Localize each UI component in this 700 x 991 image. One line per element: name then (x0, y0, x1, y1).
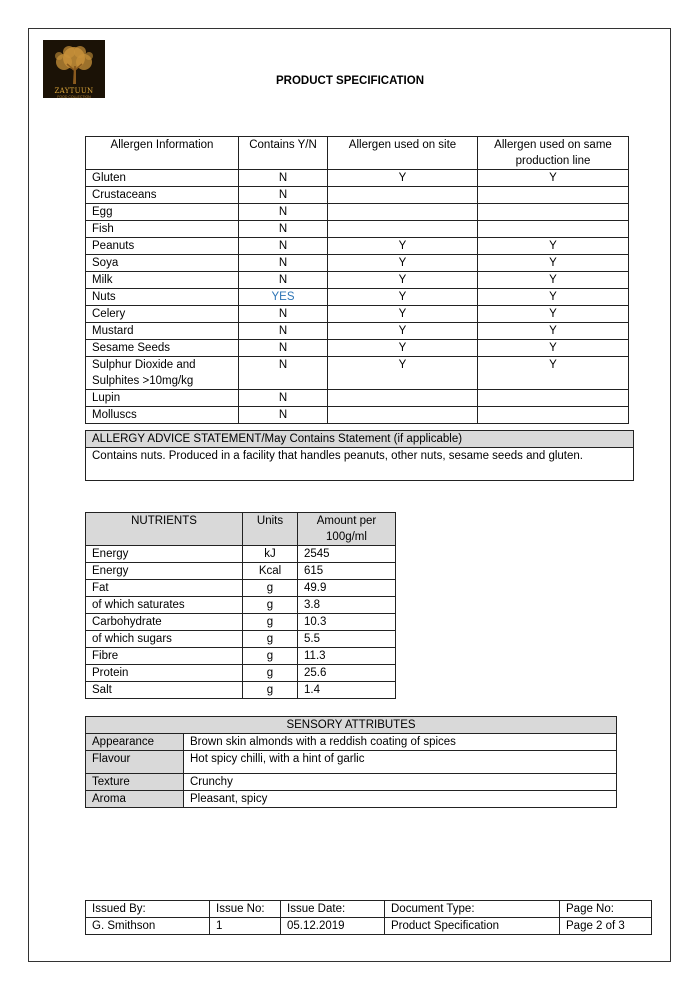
sensory-attribute: Appearance (86, 734, 184, 751)
advice-text: Contains nuts. Produced in a facility that handles peanuts, other nuts, sesame seeds and gluten. (86, 448, 634, 481)
nutrient-row (86, 580, 396, 597)
allergen-used-on-line: Y (478, 340, 629, 357)
allergen-used-on-site (328, 407, 478, 424)
allergen-used-on-line: Y (478, 289, 629, 306)
nutrient-row (86, 546, 396, 563)
nutrient-amount: 5.5 (298, 631, 396, 648)
nutrient-name: Salt (86, 682, 243, 699)
allergen-name: Sesame Seeds (86, 340, 239, 357)
allergen-name: Lupin (86, 390, 239, 407)
allergen-used-on-site: Y (328, 255, 478, 272)
allergen-row (86, 323, 629, 340)
allergen-column-header: Allergen used on same production line (478, 137, 629, 170)
allergen-used-on-site: Y (328, 340, 478, 357)
sensory-row (86, 751, 617, 774)
sensory-header: SENSORY ATTRIBUTES (86, 717, 617, 734)
allergen-used-on-site: Y (328, 357, 478, 390)
allergen-contains: YES (239, 289, 328, 306)
nutrient-row (86, 682, 396, 699)
allergen-contains: N (239, 306, 328, 323)
allergen-row (86, 272, 629, 289)
allergen-column-header: Allergen used on site (328, 137, 478, 170)
nutrient-row (86, 648, 396, 665)
nutrient-name: Carbohydrate (86, 614, 243, 631)
allergen-name: Fish (86, 221, 239, 238)
allergen-contains: N (239, 407, 328, 424)
nutrient-unit: g (243, 665, 298, 682)
nutrient-column-header: Amount per 100g/ml (298, 513, 396, 546)
allergen-row (86, 255, 629, 272)
advice-header: ALLERGY ADVICE STATEMENT/May Contains Statement (if applicable) (86, 431, 634, 448)
nutrient-unit: g (243, 648, 298, 665)
allergen-table (85, 136, 629, 424)
sensory-row (86, 734, 617, 751)
allergen-used-on-line: Y (478, 170, 629, 187)
sensory-table (85, 716, 617, 808)
allergen-used-on-site (328, 204, 478, 221)
allergen-contains: N (239, 238, 328, 255)
footer-value: 1 (210, 918, 281, 935)
allergen-name: Peanuts (86, 238, 239, 255)
nutrient-amount: 1.4 (298, 682, 396, 699)
allergen-contains: N (239, 390, 328, 407)
footer-value: Page 2 of 3 (560, 918, 652, 935)
nutrients-header-row (86, 513, 396, 546)
allergen-column-header: Allergen Information (86, 137, 239, 170)
footer-label: Document Type: (385, 901, 560, 918)
sensory-attribute: Flavour (86, 751, 184, 774)
nutrient-amount: 3.8 (298, 597, 396, 614)
allergen-used-on-line: Y (478, 238, 629, 255)
allergen-name: Mustard (86, 323, 239, 340)
allergen-contains: N (239, 170, 328, 187)
allergen-used-on-line: Y (478, 272, 629, 289)
nutrient-amount: 11.3 (298, 648, 396, 665)
allergen-contains: N (239, 340, 328, 357)
nutrient-amount: 49.9 (298, 580, 396, 597)
nutrient-unit: g (243, 631, 298, 648)
footer-value: Product Specification (385, 918, 560, 935)
allergen-row (86, 390, 629, 407)
footer-label-row (86, 901, 652, 918)
nutrient-name: Protein (86, 665, 243, 682)
allergen-used-on-site (328, 390, 478, 407)
allergen-row (86, 289, 629, 306)
nutrient-unit: g (243, 682, 298, 699)
footer-label: Issue Date: (281, 901, 385, 918)
allergen-used-on-line (478, 221, 629, 238)
nutrient-name: of which saturates (86, 597, 243, 614)
sensory-value: Crunchy (184, 774, 617, 791)
allergen-name: Gluten (86, 170, 239, 187)
allergen-row (86, 357, 629, 390)
allergen-used-on-site (328, 187, 478, 204)
logo-tagline: FOOD COLLECTION (57, 95, 91, 98)
sensory-value: Pleasant, spicy (184, 791, 617, 808)
document-footer-table (85, 900, 652, 935)
allergen-used-on-site: Y (328, 272, 478, 289)
allergen-used-on-line (478, 390, 629, 407)
sensory-value: Hot spicy chilli, with a hint of garlic (184, 751, 617, 774)
logo-brand: ZAYTUUN (54, 87, 94, 95)
allergen-contains: N (239, 255, 328, 272)
allergen-name: Sulphur Dioxide and Sulphites >10mg/kg (86, 357, 239, 390)
company-logo (43, 40, 105, 98)
footer-label: Issue No: (210, 901, 281, 918)
allergen-contains: N (239, 204, 328, 221)
nutrient-unit: g (243, 580, 298, 597)
nutrient-row (86, 563, 396, 580)
allergen-name: Egg (86, 204, 239, 221)
nutrient-unit: g (243, 614, 298, 631)
sensory-row (86, 774, 617, 791)
footer-value: 05.12.2019 (281, 918, 385, 935)
footer-value: G. Smithson (86, 918, 210, 935)
allergen-name: Nuts (86, 289, 239, 306)
allergen-contains: N (239, 323, 328, 340)
nutrient-row (86, 665, 396, 682)
allergen-used-on-site: Y (328, 323, 478, 340)
nutrient-name: of which sugars (86, 631, 243, 648)
allergen-name: Celery (86, 306, 239, 323)
allergen-used-on-line: Y (478, 323, 629, 340)
nutrient-amount: 615 (298, 563, 396, 580)
allergen-row (86, 221, 629, 238)
sensory-row (86, 791, 617, 808)
nutrient-amount: 25.6 (298, 665, 396, 682)
allergen-header-row (86, 137, 629, 170)
allergen-used-on-site: Y (328, 238, 478, 255)
allergen-used-on-site: Y (328, 306, 478, 323)
nutrient-name: Fibre (86, 648, 243, 665)
footer-value-row (86, 918, 652, 935)
allergen-contains: N (239, 187, 328, 204)
allergen-used-on-line: Y (478, 306, 629, 323)
allergen-used-on-site: Y (328, 289, 478, 306)
nutrient-name: Fat (86, 580, 243, 597)
nutrient-name: Energy (86, 563, 243, 580)
nutrient-unit: kJ (243, 546, 298, 563)
nutrient-unit: g (243, 597, 298, 614)
document-title: PRODUCT SPECIFICATION (275, 75, 424, 87)
nutrient-row (86, 614, 396, 631)
allergen-contains: N (239, 272, 328, 289)
nutrient-name: Energy (86, 546, 243, 563)
allergen-row (86, 238, 629, 255)
nutrient-row (86, 631, 396, 648)
nutrient-column-header: Units (243, 513, 298, 546)
nutrient-amount: 10.3 (298, 614, 396, 631)
footer-label: Page No: (560, 901, 652, 918)
allergen-used-on-line: Y (478, 255, 629, 272)
allergen-name: Milk (86, 272, 239, 289)
allergen-used-on-line (478, 204, 629, 221)
allergen-name: Molluscs (86, 407, 239, 424)
allergen-row (86, 306, 629, 323)
footer-label: Issued By: (86, 901, 210, 918)
allergen-used-on-site (328, 221, 478, 238)
allergen-used-on-line (478, 187, 629, 204)
nutrient-unit: Kcal (243, 563, 298, 580)
allergen-row (86, 340, 629, 357)
sensory-attribute: Texture (86, 774, 184, 791)
allergen-contains: N (239, 221, 328, 238)
sensory-value: Brown skin almonds with a reddish coating of spices (184, 734, 617, 751)
nutrient-amount: 2545 (298, 546, 396, 563)
allergen-name: Soya (86, 255, 239, 272)
allergen-row (86, 170, 629, 187)
allergen-column-header: Contains Y/N (239, 137, 328, 170)
sensory-attribute: Aroma (86, 791, 184, 808)
allergen-row (86, 204, 629, 221)
allergen-row (86, 187, 629, 204)
allergen-row (86, 407, 629, 424)
nutrients-table (85, 512, 396, 699)
allergen-name: Crustaceans (86, 187, 239, 204)
allergen-used-on-line: Y (478, 357, 629, 390)
nutrient-column-header: NUTRIENTS (86, 513, 243, 546)
allergen-used-on-line (478, 407, 629, 424)
allergy-advice-table (85, 430, 634, 481)
allergen-used-on-site: Y (328, 170, 478, 187)
allergen-contains: N (239, 357, 328, 390)
nutrient-row (86, 597, 396, 614)
